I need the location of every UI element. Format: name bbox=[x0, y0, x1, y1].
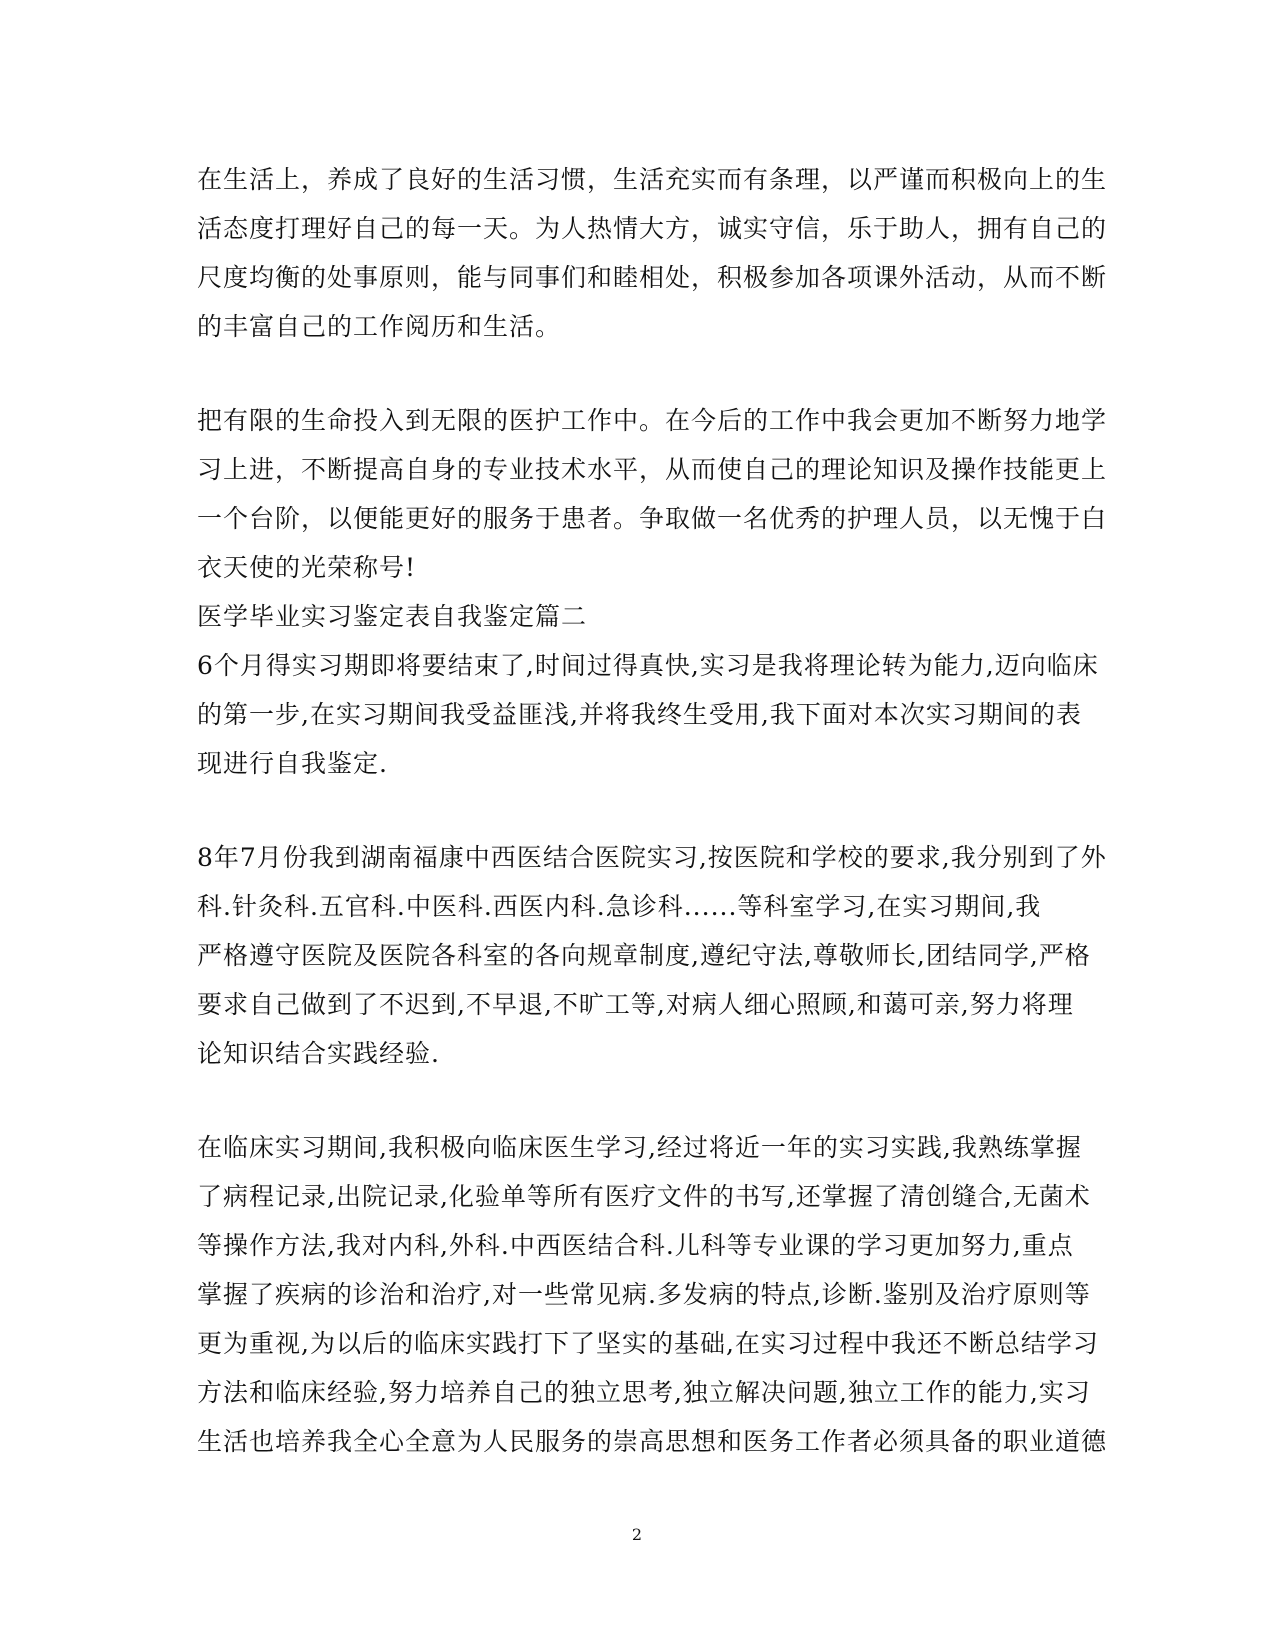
text-line: 的第一步,在实习期间我受益匪浅,并将我终生受用,我下面对本次实习期间的表 bbox=[197, 700, 1082, 729]
paragraph-spacer bbox=[197, 1078, 1082, 1123]
text-line: 一个台阶，以便能更好的服务于患者。争取做一名优秀的护理人员，以无愧于白 bbox=[197, 504, 1108, 533]
text-line: 把有限的生命投入到无限的医护工作中。在今后的工作中我会更加不断努力地学 bbox=[197, 406, 1108, 435]
text-line: 现进行自我鉴定. bbox=[197, 749, 388, 778]
text-line: 科.针灸科.五官科.中医科.西医内科.急诊科......等科室学习,在实习期间,我 bbox=[197, 892, 1042, 921]
paragraph-spacer bbox=[197, 788, 1082, 833]
text-line: 的丰富自己的工作阅历和生活。 bbox=[197, 312, 562, 341]
text-line: 在生活上，养成了良好的生活习惯，生活充实而有条理，以严谨而积极向上的生 bbox=[197, 165, 1108, 194]
text-line: 更为重视,为以后的临床实践打下了坚实的基础,在实习过程中我还不断总结学习 bbox=[197, 1329, 1099, 1358]
section-heading: 医学毕业实习鉴定表自我鉴定篇二 bbox=[197, 602, 588, 631]
page-number: 2 bbox=[631, 1525, 643, 1544]
text-line: 方法和临床经验,努力培养自己的独立思考,独立解决问题,独立工作的能力,实习 bbox=[197, 1378, 1091, 1407]
text-line: 衣天使的光荣称号! bbox=[197, 553, 417, 582]
paragraph-2 bbox=[197, 396, 1108, 788]
text-line: 习上进，不断提高自身的专业技术水平，从而使自己的理论知识及操作技能更上 bbox=[197, 455, 1108, 484]
text-line: 在临床实习期间,我积极向临床医生学习,经过将近一年的实习实践,我熟练掌握 bbox=[197, 1133, 1082, 1162]
document-body bbox=[197, 155, 1108, 1466]
paragraph-spacer bbox=[197, 351, 1082, 396]
text-line: 掌握了疾病的诊治和治疗,对一些常见病.多发病的特点,诊断.鉴别及治疗原则等 bbox=[197, 1280, 1091, 1309]
text-line: 要求自己做到了不迟到,不早退,不旷工等,对病人细心照顾,和蔼可亲,努力将理 bbox=[197, 990, 1074, 1019]
text-line: 了病程记录,出院记录,化验单等所有医疗文件的书写,还掌握了清创缝合,无菌术 bbox=[197, 1182, 1091, 1211]
text-line: 6个月得实习期即将要结束了,时间过得真快,实习是我将理论转为能力,迈向临床 bbox=[197, 651, 1099, 680]
paragraph-4 bbox=[197, 1123, 1108, 1466]
text-line: 活态度打理好自己的每一天。为人热情大方，诚实守信，乐于助人，拥有自己的 bbox=[197, 214, 1108, 243]
text-line: 等操作方法,我对内科,外科.中西医结合科.儿科等专业课的学习更加努力,重点 bbox=[197, 1231, 1074, 1260]
text-line: 生活也培养我全心全意为人民服务的崇高思想和医务工作者必须具备的职业道德 bbox=[197, 1427, 1108, 1456]
text-line: 严格遵守医院及医院各科室的各向规章制度,遵纪守法,尊敬师长,团结同学,严格 bbox=[197, 941, 1091, 970]
text-line: 尺度均衡的处事原则，能与同事们和睦相处，积极参加各项课外活动，从而不断 bbox=[197, 263, 1108, 292]
text-line: 论知识结合实践经验. bbox=[197, 1039, 440, 1068]
paragraph-3 bbox=[197, 833, 1107, 1078]
paragraph-1 bbox=[197, 155, 1108, 351]
text-line: 8年7月份我到湖南福康中西医结合医院实习,按医院和学校的要求,我分别到了外 bbox=[197, 843, 1107, 872]
